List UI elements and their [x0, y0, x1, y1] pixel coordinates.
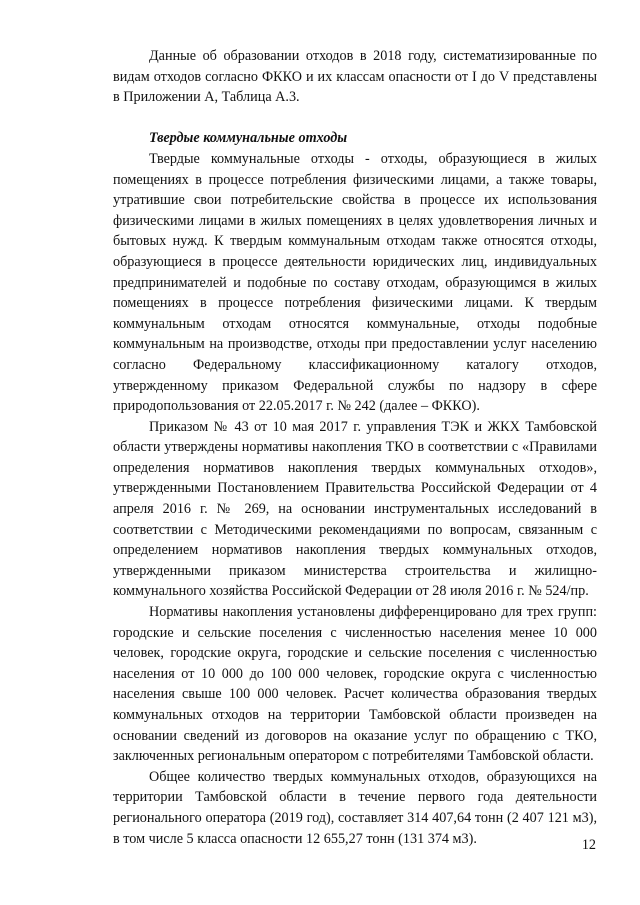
intro-paragraph: Данные об образовании отходов в 2018 году, систематизированные по видам отходов согласно ФККО и их классам опасности от I до V представлены в Приложении А, Таблица А.3. [113, 48, 597, 106]
page-body [113, 46, 597, 849]
page-number: 12 [581, 837, 596, 853]
paragraph-total-amount: Общее количество твердых коммунальных отходов, образующихся на территории Тамбовской области в течение первого года деятельности регионального оператора (2019 год), составляет 314 407,64 тонн (2 407 121 м3), в том числе 5 класса опасности 12 655,27 тонн (131 374 м3). [113, 768, 597, 847]
paragraph-order-43: Приказом № 43 от 10 мая 2017 г. управления ТЭК и ЖКХ Тамбовской области утверждены нормативы накопления ТКО в соответствии с «Правилами определения нормативов накопления твердых коммунальных отходов», утвержденными Постановлением Правительства Российской Федерации от 4 апреля 2016 г. № 269, на основании инструментальных исследований в соответствии с Методическими рекомендациями по вопросам, связанным с определением нормативов накопления твердых коммунальных отходов, утвержденными приказом министерства строительства и жилищно-коммунального хозяйства Российской Федерации от 28 июля 2016 г. № 524/пр. [113, 418, 597, 600]
section-heading: Твердые коммунальные отходы [149, 130, 348, 147]
paragraph-tko-definition: Твердые коммунальные отходы - отходы, образующиеся в жилых помещениях в процессе потребления физическими лицами, а также товары, утратившие свои потребительские свойства в процессе их использования физическими лицами в жилых помещениях в целях удовлетворения личных и бытовых нужд. К твердым коммунальным отходам также относятся отходы, образующиеся в процессе деятельности юридических лиц, индивидуальных предпринимателей и подобные по составу отходам, образующимся в жилых помещениях в процессе потребления физическими лицами. К твердым коммунальным отходам относятся коммунальные, отходы подобные коммунальным на производстве, отходы при предоставлении услуг населению согласно Федеральному классификационному каталогу отходов, утвержденному приказом Федеральной службы по надзору в сфере природопользования от 22.05.2017 г. № 242 (далее – ФККО). [113, 150, 597, 415]
paragraph-norms-groups: Нормативы накопления установлены дифференцировано для трех групп: городские и сельские поселения с численностью населения менее 10 000 человек, городские округа, городские и сельские поселения с численностью населения от 10 000 до 100 000 человек, городские округа с численностью населения свыше 100 000 человек. Расчет количества образования твердых коммунальных отходов на территории Тамбовской области произведен на основании сведений из договоров на оказание услуг по обращению с ТКО, заключенных региональным оператором с потребителями Тамбовской области. [113, 604, 597, 765]
